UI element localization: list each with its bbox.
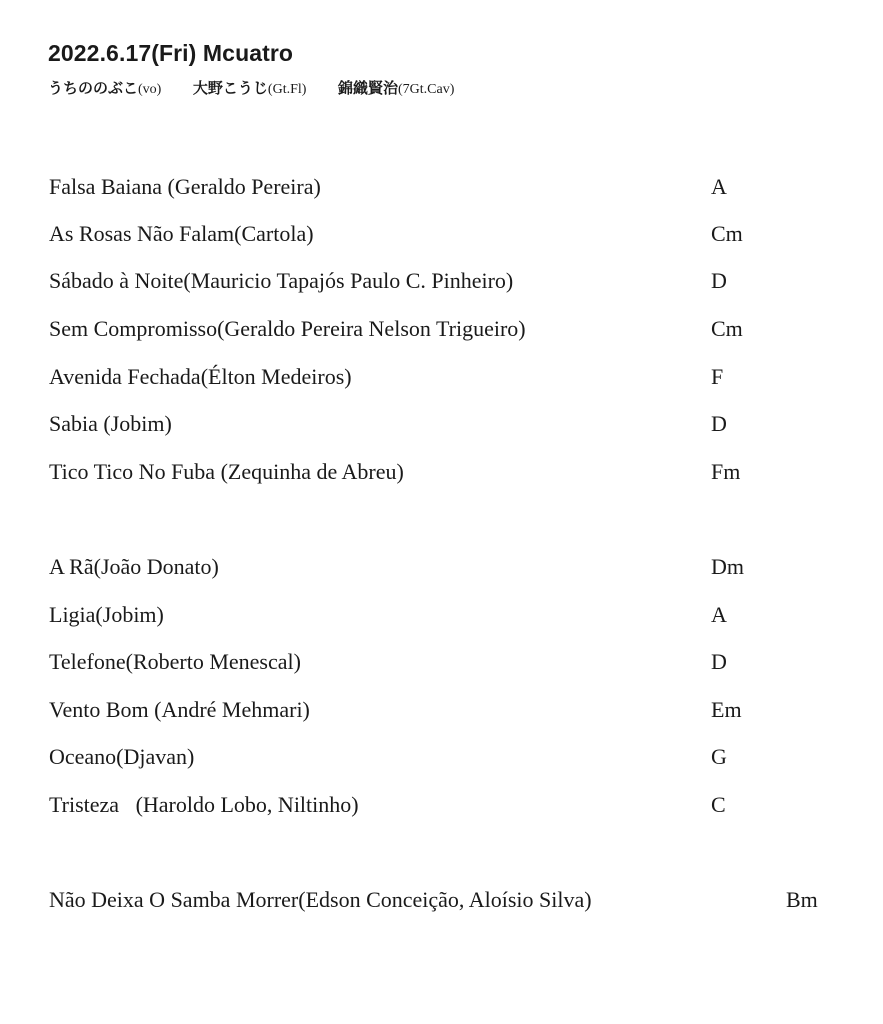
performer-role: (Gt.Fl) <box>267 82 307 97</box>
song-key: D <box>711 268 727 293</box>
song-row <box>49 550 869 584</box>
song-key: Fm <box>711 459 741 484</box>
song-row <box>49 312 869 346</box>
song-key: Em <box>711 697 742 722</box>
song-key: D <box>711 649 727 674</box>
song-row <box>49 693 869 727</box>
song-key: C <box>711 792 726 817</box>
song-title: Falsa Baiana (Geraldo Pereira) <box>49 174 321 199</box>
performer-name: 大野こうじ <box>192 79 268 97</box>
event-title: 2022.6.17(Fri) Mcuatro <box>48 40 294 66</box>
setlist <box>49 0 883 1024</box>
song-key: A <box>711 602 727 627</box>
song-row <box>49 455 869 489</box>
song-row <box>49 740 869 774</box>
song-title: Ligia(Jobim) <box>49 602 164 627</box>
song-title: Tristeza (Haroldo Lobo, Niltinho) <box>49 792 359 817</box>
song-title: As Rosas Não Falam(Cartola) <box>49 221 314 246</box>
song-key: Cm <box>711 221 743 246</box>
song-title: Avenida Fechada(Élton Medeiros) <box>49 364 352 389</box>
song-row <box>49 264 869 298</box>
song-title: Tico Tico No Fuba (Zequinha de Abreu) <box>49 459 404 484</box>
song-title: Não Deixa O Samba Morrer(Edson Conceição, Aloísio Silva) <box>49 887 592 912</box>
song-title: A Rã(João Donato) <box>49 554 219 579</box>
song-row <box>49 170 869 204</box>
song-title: Sabia (Jobim) <box>49 411 172 436</box>
song-row <box>49 883 869 917</box>
song-title: Sem Compromisso(Geraldo Pereira Nelson Trigueiro) <box>49 316 526 341</box>
performer-role: (7Gt.Cav) <box>398 82 455 97</box>
song-row <box>49 407 869 441</box>
song-title: Vento Bom (André Mehmari) <box>49 697 310 722</box>
song-key: G <box>711 744 727 769</box>
song-title: Sábado à Noite(Mauricio Tapajós Paulo C. Pinheiro) <box>49 268 514 293</box>
performer-name: うちののぶこ <box>48 79 139 97</box>
song-key: A <box>711 174 727 199</box>
song-title: Oceano(Djavan) <box>49 744 195 769</box>
performer-name: 錦織賢治 <box>337 79 398 97</box>
song-key: D <box>711 411 727 436</box>
song-row <box>49 788 869 822</box>
song-title: Telefone(Roberto Menescal) <box>49 649 301 674</box>
song-key: Cm <box>711 316 743 341</box>
song-row <box>49 217 869 251</box>
song-key: Bm <box>786 887 818 912</box>
song-row <box>49 360 869 394</box>
song-row <box>49 645 869 679</box>
song-row <box>49 598 869 632</box>
song-key: F <box>711 364 724 389</box>
performer-role: (vo) <box>138 82 162 97</box>
song-key: Dm <box>711 554 744 579</box>
